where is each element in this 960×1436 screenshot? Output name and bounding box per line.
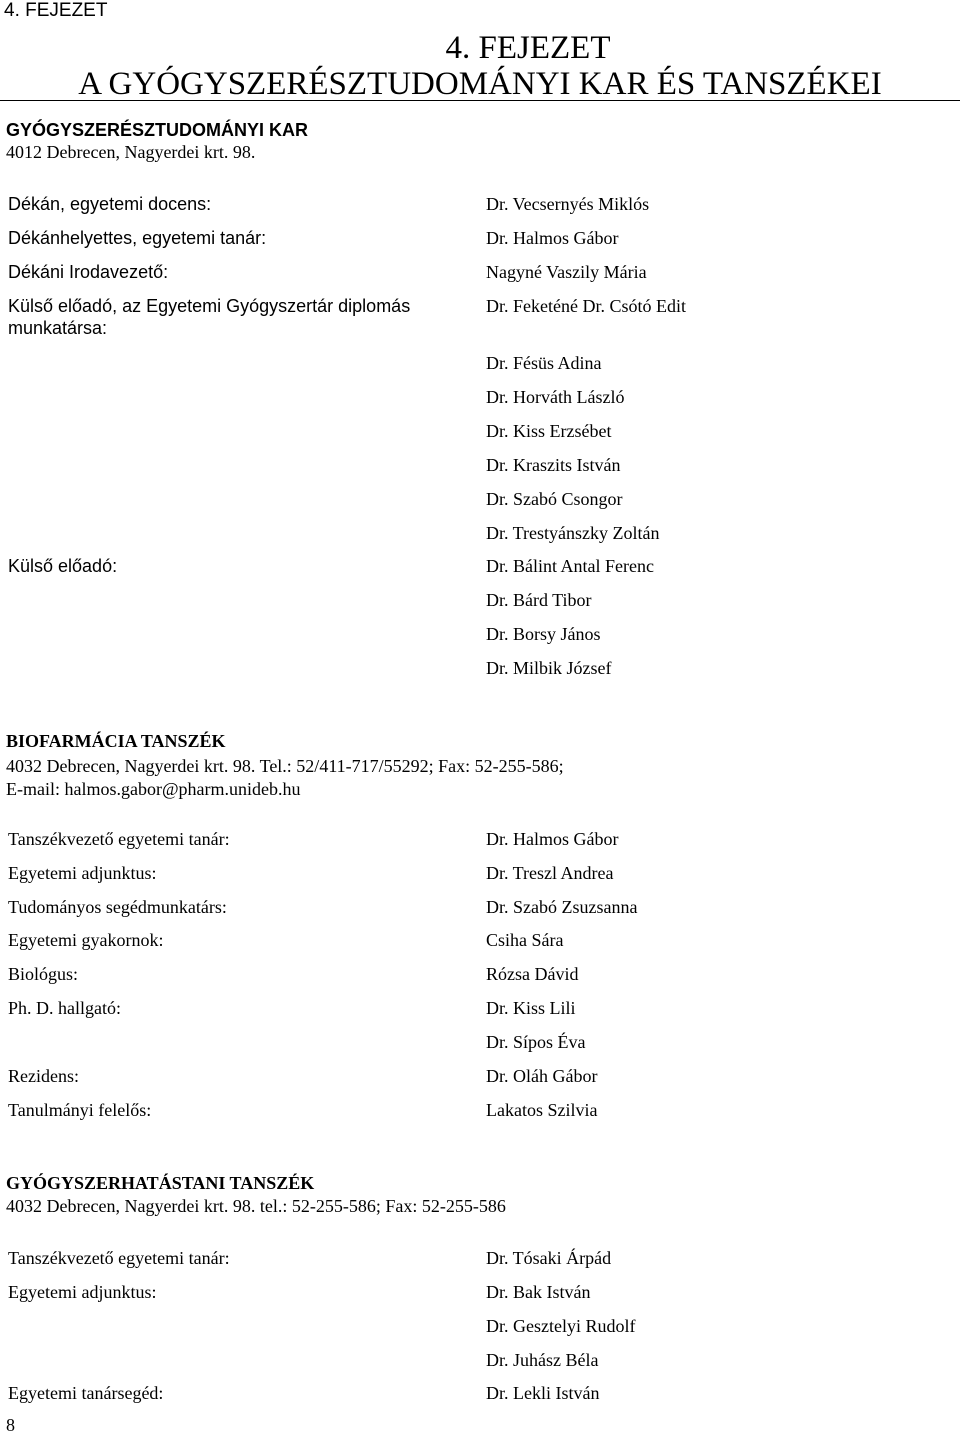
department-address: 4032 Debrecen, Nagyerdei krt. 98. Tel.: 52/411-717/55292; Fax: 52-255-586;	[6, 756, 564, 776]
staff-name: Rózsa Dávid	[486, 964, 579, 984]
staff-name: Lakatos Szilvia	[486, 1100, 598, 1120]
staff-name: Dr. Fésüs Adina	[486, 353, 602, 373]
staff-name: Dr. Szabó Zsuzsanna	[486, 897, 638, 917]
staff-role-label: Tanszékvezető egyetemi tanár:	[8, 1248, 230, 1268]
staff-name: Dr. Szabó Csongor	[486, 489, 623, 509]
staff-name: Dr. Sípos Éva	[486, 1032, 586, 1052]
staff-role-label: Biológus:	[8, 964, 79, 984]
staff-role-label: Külső előadó, az Egyetemi Gyógyszertár diplomás munkatársa:	[8, 296, 411, 338]
staff-name: Dr. Gesztelyi Rudolf	[486, 1316, 636, 1336]
staff-name: Dr. Bárd Tibor	[486, 590, 592, 610]
staff-role-label: Dékáni Irodavezető:	[8, 262, 169, 282]
staff-name: Dr. Lekli István	[486, 1383, 600, 1403]
department-heading: BIOFARMÁCIA TANSZÉK	[6, 731, 226, 751]
department-address: 4032 Debrecen, Nagyerdei krt. 98. tel.: 52-255-586; Fax: 52-255-586	[6, 1196, 506, 1216]
staff-role-label: Dékánhelyettes, egyetemi tanár:	[8, 228, 267, 248]
running-head: 4. FEJEZET	[4, 0, 108, 21]
staff-role-label: Tudományos segédmunkatárs:	[8, 897, 227, 917]
staff-role-label: Egyetemi adjunktus:	[8, 863, 157, 883]
title-divider	[0, 100, 960, 101]
staff-role-label: Egyetemi adjunktus:	[8, 1282, 157, 1302]
staff-role-label: Tanulmányi felelős:	[8, 1100, 152, 1120]
staff-name: Dr. Halmos Gábor	[486, 228, 619, 248]
staff-name: Dr. Juhász Béla	[486, 1350, 599, 1370]
staff-name: Dr. Halmos Gábor	[486, 829, 619, 849]
department-heading: GYÓGYSZERHATÁSTANI TANSZÉK	[6, 1173, 315, 1193]
staff-name: Dr. Bálint Antal Ferenc	[486, 556, 654, 576]
chapter-title	[0, 30, 960, 102]
staff-role-label: Ph. D. hallgató:	[8, 998, 121, 1018]
faculty-address: 4012 Debrecen, Nagyerdei krt. 98.	[6, 142, 256, 162]
staff-name: Nagyné Vaszily Mária	[486, 262, 647, 282]
staff-role-label: Külső előadó:	[8, 556, 118, 576]
staff-name: Dr. Feketéné Dr. Csótó Edit	[486, 296, 686, 316]
staff-name: Dr. Borsy János	[486, 624, 601, 644]
staff-role-label: Rezidens:	[8, 1066, 79, 1086]
staff-name: Dr. Trestyánszky Zoltán	[486, 523, 660, 543]
chapter-heading: A GYÓGYSZERÉSZTUDOMÁNYI KAR ÉS TANSZÉKEI	[78, 66, 882, 102]
staff-role-label: Egyetemi gyakornok:	[8, 930, 164, 950]
staff-name: Dr. Bak István	[486, 1282, 591, 1302]
staff-name: Dr. Kiss Lili	[486, 998, 576, 1018]
staff-role-label: Egyetemi tanársegéd:	[8, 1383, 164, 1403]
staff-name: Dr. Oláh Gábor	[486, 1066, 598, 1086]
staff-name: Dr. Milbik József	[486, 658, 612, 678]
staff-name: Dr. Vecsernyés Miklós	[486, 194, 650, 214]
staff-name: Dr. Kiss Erzsébet	[486, 421, 612, 441]
staff-role-label: Tanszékvezető egyetemi tanár:	[8, 829, 230, 849]
chapter-number: 4. FEJEZET	[445, 30, 611, 66]
staff-name: Dr. Treszl Andrea	[486, 863, 614, 883]
department-email: E-mail: halmos.gabor@pharm.unideb.hu	[6, 779, 301, 799]
staff-name: Csiha Sára	[486, 930, 564, 950]
staff-name: Dr. Horváth László	[486, 387, 625, 407]
faculty-heading: GYÓGYSZERÉSZTUDOMÁNYI KAR	[6, 120, 309, 140]
staff-name: Dr. Kraszits István	[486, 455, 621, 475]
staff-name: Dr. Tósaki Árpád	[486, 1248, 612, 1268]
staff-role-label: Dékán, egyetemi docens:	[8, 194, 212, 214]
page-number: 8	[6, 1415, 15, 1435]
